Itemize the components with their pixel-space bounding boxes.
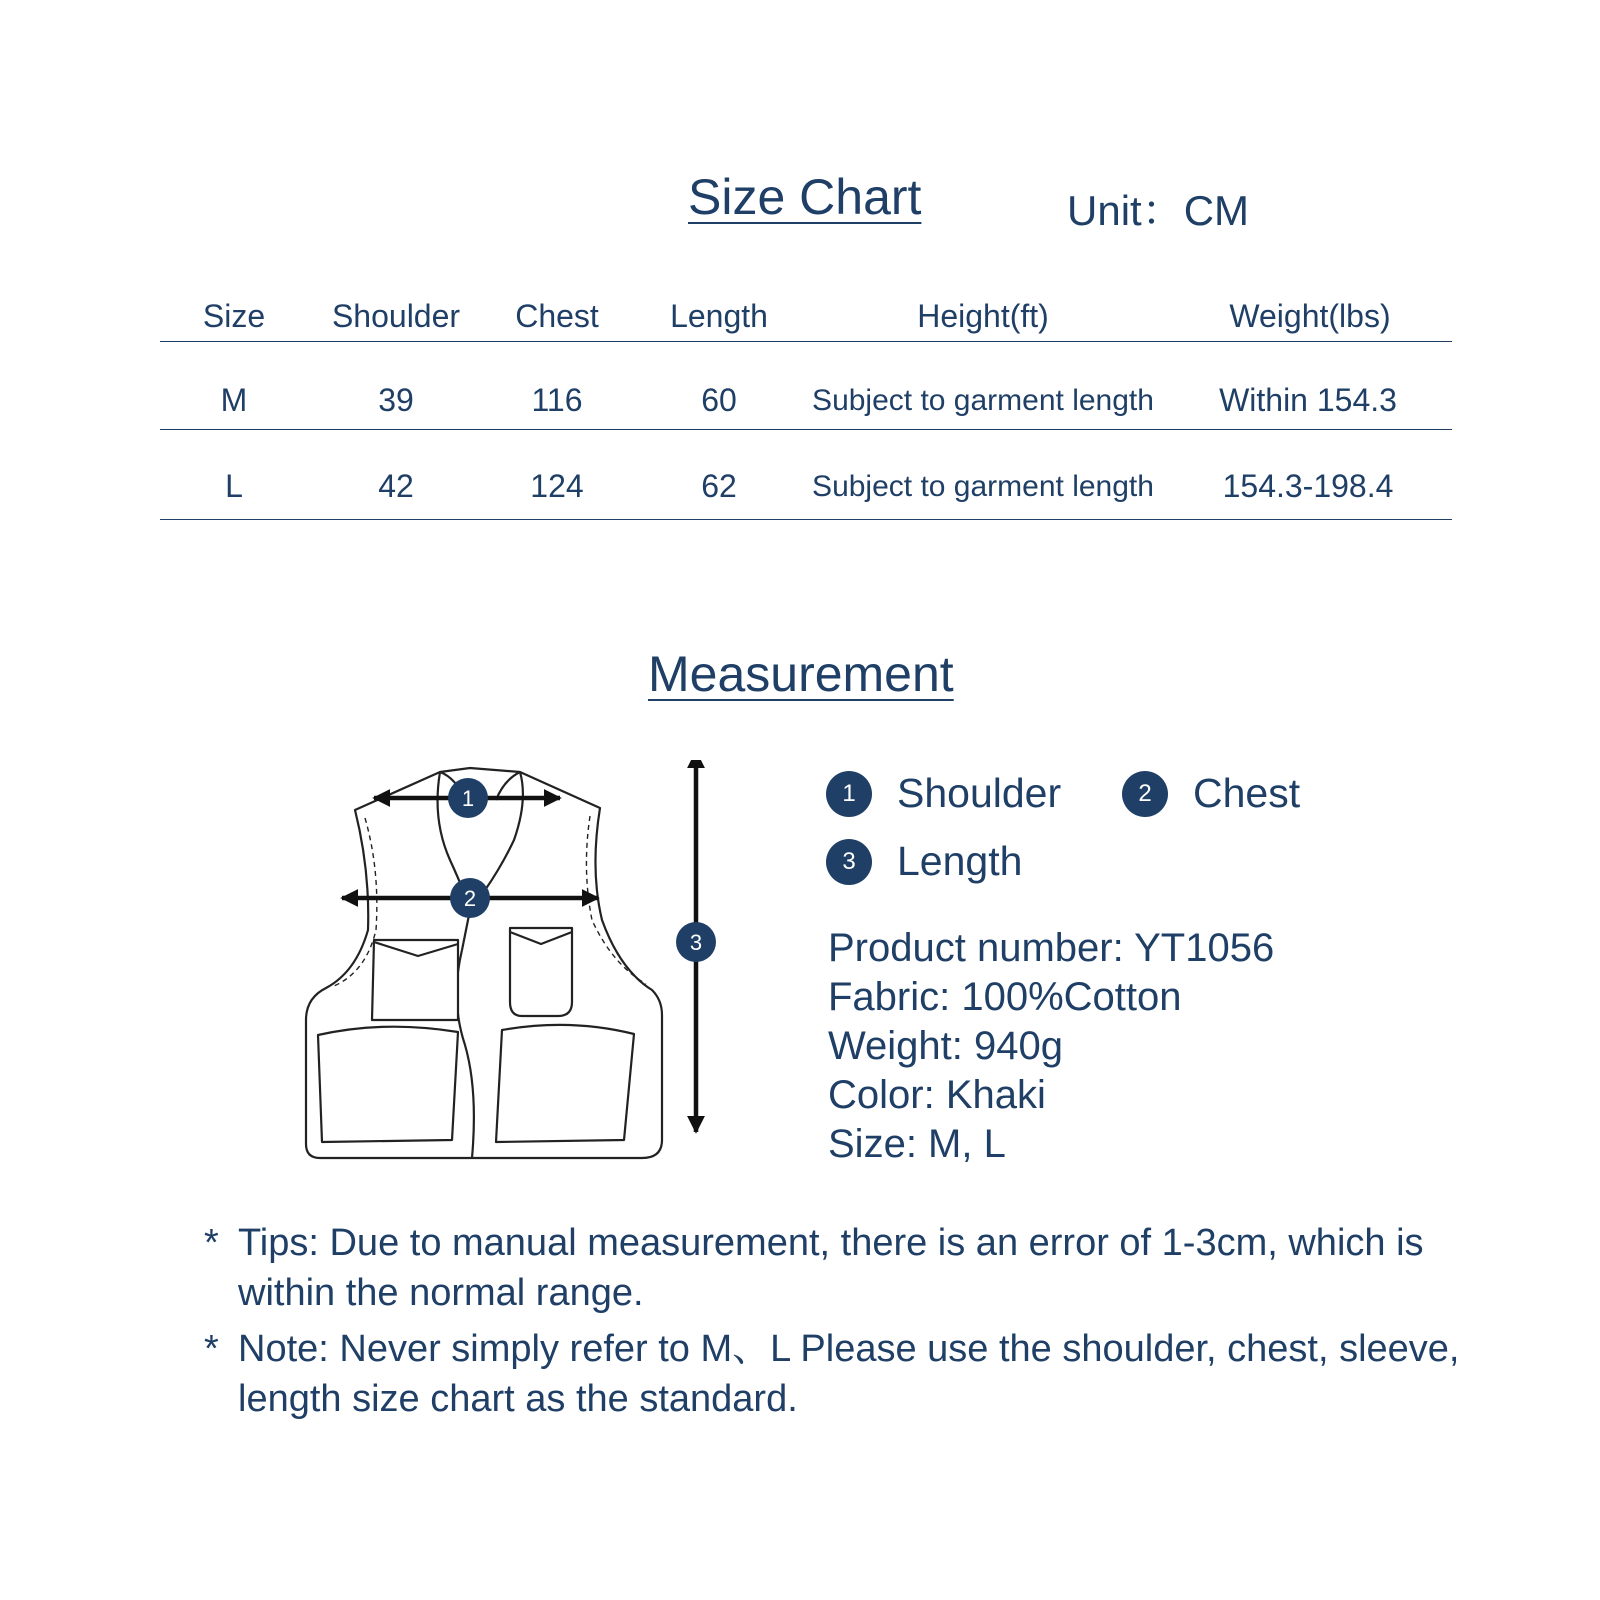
tip-text: Tips: Due to manual measurement, there is an error of 1-3cm, which is within the normal range. <box>238 1222 1424 1314</box>
vest-outline <box>306 768 662 1158</box>
table-divider <box>160 519 1452 520</box>
legend-badge: 3 <box>826 839 872 885</box>
table-cell: Subject to garment length <box>812 384 1154 417</box>
table-divider <box>160 429 1452 430</box>
standard-note <box>204 1324 1478 1424</box>
diagram-marker-3 <box>676 922 716 962</box>
diagram-marker-1-label: 1 <box>461 786 475 811</box>
table-cell: 116 <box>531 382 583 418</box>
legend-shoulder <box>826 770 1061 817</box>
column-header-chest: Chest <box>515 298 599 334</box>
table-cell: Subject to garment length <box>812 470 1154 503</box>
diagram-marker-2-label: 2 <box>463 886 477 911</box>
vest-diagram <box>290 760 750 1170</box>
column-header-height: Height(ft) <box>917 298 1049 334</box>
tip-note <box>204 1218 1478 1318</box>
tip-asterisk: * <box>204 1222 219 1264</box>
table-cell: 39 <box>378 382 414 418</box>
product-number: Product number: YT1056 <box>828 926 1275 970</box>
weight: Weight: 940g <box>828 1024 1063 1068</box>
fabric: Fabric: 100%Cotton <box>828 975 1182 1019</box>
unit-label: Unit：CM <box>1067 187 1250 234</box>
note-text: Note: Never simply refer to M、L Please use the shoulder, chest, sleeve, length size chart as the standard. <box>238 1328 1460 1420</box>
table-cell: 154.3-198.4 <box>1222 468 1394 504</box>
column-header-weight: Weight(lbs) <box>1229 298 1391 334</box>
legend-badge: 2 <box>1122 771 1168 817</box>
table-cell: 60 <box>701 382 737 418</box>
size-options: Size: M, L <box>828 1122 1006 1166</box>
table-cell: 124 <box>530 468 584 504</box>
size-chart-title: Size Chart <box>688 169 922 225</box>
table-cell: L <box>225 468 243 504</box>
table-cell: 42 <box>378 468 414 504</box>
column-header-shoulder: Shoulder <box>331 298 461 334</box>
color: Color: Khaki <box>828 1073 1046 1117</box>
legend-label: Chest <box>1193 770 1301 816</box>
table-cell: 62 <box>701 468 737 504</box>
column-header-length: Length <box>670 298 768 334</box>
legend-label: Shoulder <box>897 770 1062 816</box>
diagram-marker-3-label: 3 <box>689 930 703 955</box>
measurement-title: Measurement <box>648 646 954 702</box>
legend-badge: 1 <box>826 771 872 817</box>
table-divider <box>160 341 1452 342</box>
table-cell: M <box>220 382 248 418</box>
note-asterisk: * <box>204 1328 219 1370</box>
diagram-marker-2 <box>450 878 490 918</box>
diagram-marker-1 <box>448 778 488 818</box>
column-header-size: Size <box>202 298 266 334</box>
legend-label: Length <box>897 838 1023 884</box>
legend-length <box>826 838 1022 885</box>
table-cell: Within 154.3 <box>1219 382 1397 418</box>
legend-chest <box>1122 770 1300 817</box>
